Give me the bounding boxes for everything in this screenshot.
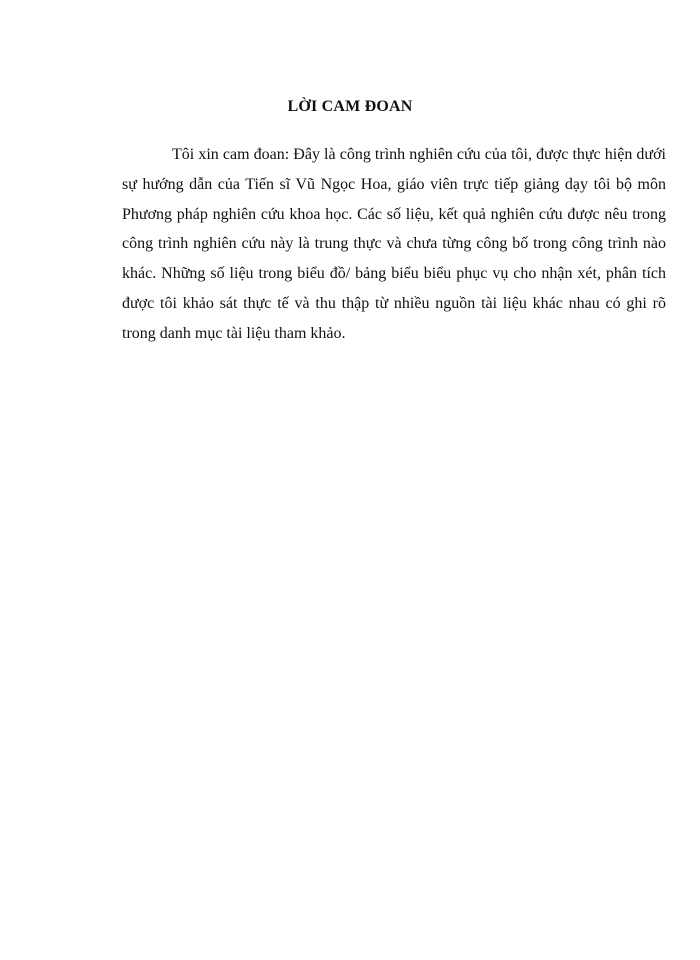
- paragraph-line: sự hướng dẫn của Tiến sĩ Vũ Ngọc Hoa, giáo viên trực tiếp giảng dạy tôi bộ môn: [122, 175, 666, 193]
- paragraph-line: công trình nghiên cứu này là trung thực và chưa từng công bố trong công trình nào: [122, 235, 666, 253]
- declaration-paragraph: [122, 140, 666, 349]
- page-title: LỜI CAM ĐOAN: [287, 98, 413, 115]
- paragraph-line: Tôi xin cam đoan: Đây là công trình nghiên cứu của tôi, được thực hiện dưới: [172, 146, 666, 163]
- paragraph-line: Phương pháp nghiên cứu khoa học. Các số liệu, kết quả nghiên cứu được nêu trong: [122, 205, 666, 223]
- paragraph-line: khác. Những số liệu trong biểu đồ/ bảng biểu biểu phục vụ cho nhận xét, phân tích: [122, 265, 666, 283]
- paragraph-line: được tôi khảo sát thực tế và thu thập từ nhiều nguồn tài liệu khác nhau có ghi rõ: [122, 294, 666, 312]
- paragraph-line: trong danh mục tài liệu tham khảo.: [122, 324, 346, 342]
